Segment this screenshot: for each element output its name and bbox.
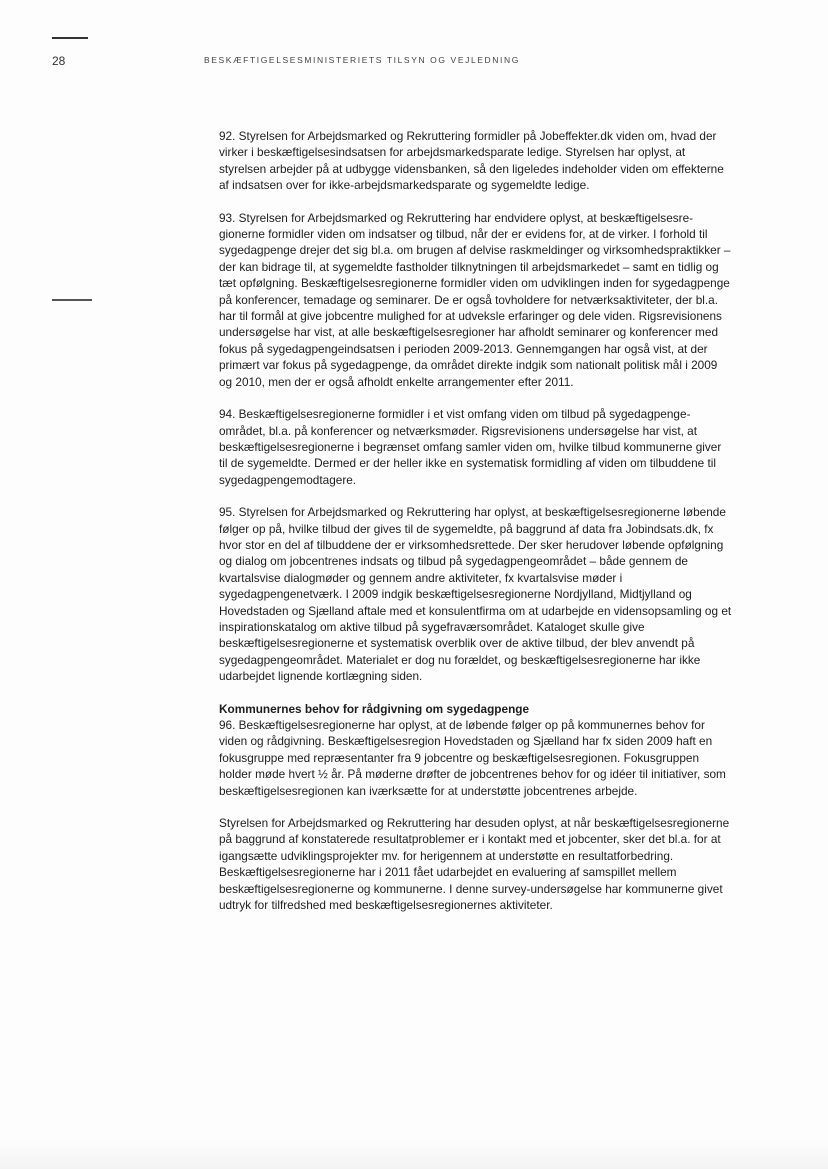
paragraph-95: 95. Styrelsen for Arbejdsmarked og Rekruttering har oplyst, at beskæftigelsesregionerne løbende følger op på, hvilke tilbud der gives til de sygemeldte, på baggrund af data fra Jobindsats.dk, fx hvor stor en del af tilbuddene der er virksomhedsrettede. Der sker herudover løbende opfølgning og dialog om jobcentrenes indsats og tilbud på sygedagpengeområdet – både gennem de kvartalsvise dialogmøder og gennem andre aktiviteter, fx kvartalsvise møder i sygedagpengenetværk. I 2009 indgik beskæftigelsesregionerne Nordjylland, Midtjylland og Hovedstaden og Sjælland aftale med et konsulentfirma om at udarbejde en vidensopsamling og et inspirationskatalog om aktive tilbud på sygefraværsområdet. Kataloget skulle give beskæftigelsesregionerne et systematisk overblik over de aktive tilbud, der blev anvendt på sygedagpengeområdet. Materialet er dog nu forældet, og beskæftigelsesregionerne har ikke udarbejdet lignende kortlægning siden. <box>219 505 732 684</box>
paragraph-92: 92. Styrelsen for Arbejdsmarked og Rekruttering formidler på Jobeffekter.dk viden om, hvad der virker i beskæftigelsesindsatsen for arbejdsmarkedsparate ledige. Styrelsen har oplyst, at styrelsen arbejder på at udbygge vidensbanken, så den ligeledes indeholder viden om effekterne af indsatsen over for ikke-arbejdsmarkedsparate og sygemeldte ledige. <box>219 129 724 193</box>
paragraph-93: 93. Styrelsen for Arbejdsmarked og Rekruttering har endvidere oplyst, at beskæftigelsesregionerne formidler viden om indsatser og tilbud, når der er evidens for, at de virker. I forhold til sygedagpenge drejer det sig bl.a. om brugen af delvise raskmeldinger og virksomhedspraktikker – der kan bidrage til, at sygemeldte fastholder tilknytningen til arbejdsmarkedet – samt en tidlig og tæt opfølgning. Beskæftigelsesregionerne formidler viden om udviklingen inden for sygedagpenge på konferencer, temadage og seminarer. De er også tovholdere for netværksaktiviteter, der bl.a. har til formål at give jobcentre mulighed for at udveksle erfaringer og dele viden. Rigsrevisionens undersøgelse har vist, at alle beskæftigelsesregioner har afholdt seminarer og konferencer med fokus på sygedagpengeindsatsen i perioden 2009-2013. Gennemgangen har også vist, at der primært var fokus på sygedagpenge, da området direkte indgik som nationalt politisk mål i 2009 og 2010, men der er også afholdt enkelte arrangementer efter 2011. <box>219 210 731 389</box>
running-head: BESKÆFTIGELSESMINISTERIETS TILSYN OG VEJLEDNING <box>204 55 520 65</box>
margin-rule <box>52 299 92 301</box>
scan-edge <box>0 1140 828 1169</box>
paragraph-96-continued: Styrelsen for Arbejdsmarked og Rekruttering har desuden oplyst, at når beskæftigelsesregionerne på baggrund af konstaterede resultatproblemer er i kontakt med et jobcenter, sker det bl.a. for at igangsætte udviklingsprojekter mv. for herigennem at understøtte en resultatforbedring. Beskæftigelsesregionerne har i 2011 fået udarbejdet en evaluering af samspillet mellem beskæftigelsesregionerne og kommunerne. I denne survey-undersøgelse har kommunerne givet udtryk for tilfredshed med beskæftigelsesregionernes aktiviteter. <box>219 816 730 913</box>
body-text <box>219 128 733 929</box>
header-rule <box>52 37 88 39</box>
paragraph-96: 96. Beskæftigelsesregionerne har oplyst, at de løbende følger op på kommunernes behov for viden og rådgivning. Beskæftigelsesregion Hovedstaden og Sjælland har fx siden 2009 haft en fokusgruppe med repræsentanter fra 9 jobcentre og beskæftigelsesregionen. Fokusgruppen holder møde hvert ½ år. På møderne drøfter de jobcentrenes behov for og idéer til initiativer, som beskæftigelsesregionen kan iværksætte for at understøtte jobcentrenes arbejde. <box>219 718 726 798</box>
section-heading: Kommunernes behov for rådgivning om sygedagpenge <box>219 701 530 716</box>
page-number: 28 <box>52 54 66 68</box>
paragraph-94: 94. Beskæftigelsesregionerne formidler i et vist omfang viden om tilbud på sygedagpengeområdet, bl.a. på konferencer og netværksmøder. Rigsrevisionens undersøgelse har vist, at beskæftigelsesregionerne i begrænset omfang samler viden om, hvilke tilbud kommunerne giver til de sygemeldte. Dermed er der heller ikke en systematisk formidling af viden om tilbuddene til sygedagpengemodtagere. <box>219 407 722 487</box>
